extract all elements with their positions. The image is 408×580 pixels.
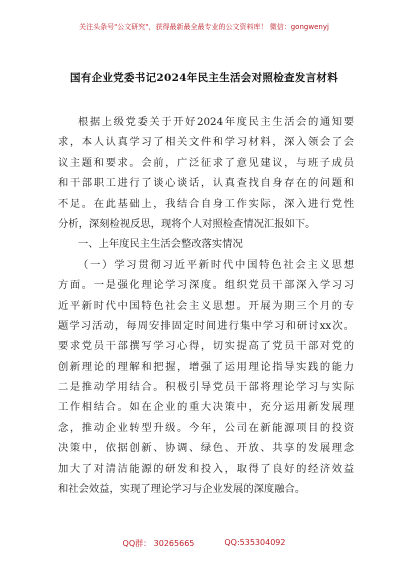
- document-body: [58, 112, 354, 499]
- paragraph-line: 求，本人认真学习了相关文件和学习材料，深入领会了会: [58, 136, 354, 149]
- footer: [0, 538, 408, 549]
- paragraph-line: 方面。一是强化理论学习深度。组织党员干部深入学习习: [58, 279, 354, 292]
- paragraph-line: 念，推动企业转型升级。今年，公司在新能源项目的投资: [58, 421, 354, 434]
- paragraph-line: 决策中，依据创新、协调、绿色、开放、共享的发展理念: [58, 442, 354, 455]
- paragraph-line: 要求党员干部撰写学习心得，切实提高了党员干部对党的: [58, 340, 354, 353]
- paragraph-line: （一）学习贯彻习近平新时代中国特色社会主义思想: [78, 258, 354, 271]
- paragraph-line: 加大了对清洁能源的研发和投入，取得了良好的经济效益: [58, 462, 354, 475]
- footer-qq: QQ:535304092: [224, 538, 286, 547]
- paragraph-line: 一、上年度民主生活会整改落实情况: [78, 238, 243, 251]
- paragraph-line: 和社会效益，实现了理论学习与企业发展的深度融合。: [58, 483, 306, 496]
- paragraph-line: 题学习活动，每周安排固定时间进行集中学习和研讨xx次。: [58, 319, 354, 332]
- paragraph-line: 创新理论的理解和把握，增强了运用理论指导实践的能力: [58, 360, 354, 373]
- footer-qq-group: QQ群： 30265665: [122, 539, 195, 548]
- paragraph-line: 议主题和要求。会前，广泛征求了意见建议，与班子成员: [58, 156, 354, 169]
- paragraph-line: 二是推动学用结合。积极引导党员干部将理论学习与实际: [58, 381, 354, 394]
- paragraph-line: 分析，深刻检视反思，现将个人对照检查情况汇报如下。: [58, 217, 316, 230]
- paragraph-line: 工作相结合。如在企业的重大决策中，充分运用新发展理: [58, 401, 354, 414]
- paragraph-line: 和干部职工进行了谈心谈话，认真查找自身存在的问题和: [58, 177, 354, 190]
- header-note: 关注头条号"公文研究"，获得最新最全最专业的公文资料库！ 微信：gongwenyj: [79, 23, 329, 31]
- paragraph-line: 近平新时代中国特色社会主义思想。开展为期三个月的专: [58, 299, 354, 312]
- paragraph-line: 根据上级党委关于开好2024年度民主生活会的通知要: [78, 116, 354, 128]
- document-title: 国有企业党委书记2024年民主生活会对照检查发言材料: [69, 72, 339, 84]
- paragraph-line: 不足。在此基础上，我结合自身工作实际，深入进行党性: [58, 197, 354, 210]
